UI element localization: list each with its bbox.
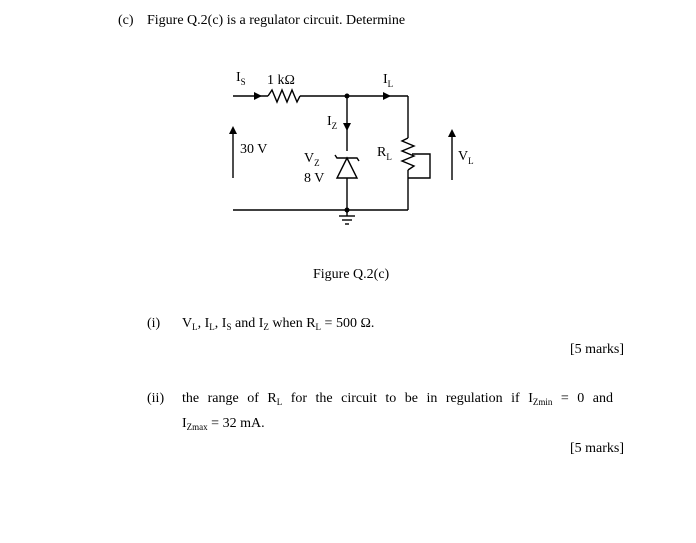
svg-text:VL bbox=[458, 149, 474, 166]
part-ii-line-1: the range of $R_L$ for the circuit to be in regulation if $I_{Zmin} = 0$ and bbox=[182, 391, 613, 407]
vs-label: 30 V bbox=[240, 142, 268, 157]
svg-text:IL bbox=[383, 72, 393, 89]
bottom-node-dot bbox=[345, 208, 350, 213]
rl-label: R bbox=[377, 145, 387, 160]
il-arrowhead-icon bbox=[383, 92, 391, 100]
top-node-dot bbox=[345, 94, 350, 99]
svg-text:RL bbox=[377, 145, 392, 162]
vz-label: V bbox=[304, 151, 315, 166]
r1-label: 1 kΩ bbox=[267, 73, 295, 88]
question-intro: Figure Q.2(c) is a regulator circuit. Determine bbox=[147, 13, 406, 28]
iz-label: I bbox=[327, 114, 332, 129]
question-label: (c) bbox=[118, 13, 134, 28]
vl-label-sub: L bbox=[468, 156, 474, 166]
iz-arrowhead-icon bbox=[343, 123, 351, 131]
il-label: I bbox=[383, 72, 388, 87]
is-label-sub: S bbox=[240, 77, 246, 87]
part-i-text: $V_L$, $I_L$, $I_S$ and $I_Z$ when $R_L = 500$ Ω. bbox=[182, 316, 375, 332]
series-resistor-symbol bbox=[268, 90, 300, 102]
vl-label: V bbox=[458, 149, 469, 164]
vs-arrowhead-icon bbox=[229, 126, 237, 134]
rl-label-sub: L bbox=[386, 152, 392, 162]
il-label-sub: L bbox=[387, 79, 394, 89]
vl-arrowhead-icon bbox=[448, 129, 456, 137]
iz-label-sub: Z bbox=[331, 121, 338, 131]
figure-caption: Figure Q.2(c) bbox=[313, 267, 390, 282]
svg-text:IZ bbox=[327, 114, 337, 131]
zener-diode-triangle bbox=[337, 158, 357, 178]
part-ii-marks: [5 marks] bbox=[569, 441, 624, 456]
vz-value-label: 8 V bbox=[304, 171, 325, 186]
svg-text:IS bbox=[236, 70, 246, 87]
part-ii-label: (ii) bbox=[147, 391, 165, 406]
is-label: I bbox=[236, 70, 241, 85]
svg-text:VZ bbox=[304, 151, 320, 168]
part-ii-line-2: $I_{Zmax} = 32$ mA. bbox=[182, 416, 265, 432]
part-i-marks: [5 marks] bbox=[569, 342, 624, 357]
vz-label-sub: Z bbox=[314, 158, 320, 168]
is-arrowhead-icon bbox=[254, 92, 262, 100]
zener-diode-bar bbox=[335, 155, 359, 161]
part-i-label: (i) bbox=[147, 316, 161, 331]
